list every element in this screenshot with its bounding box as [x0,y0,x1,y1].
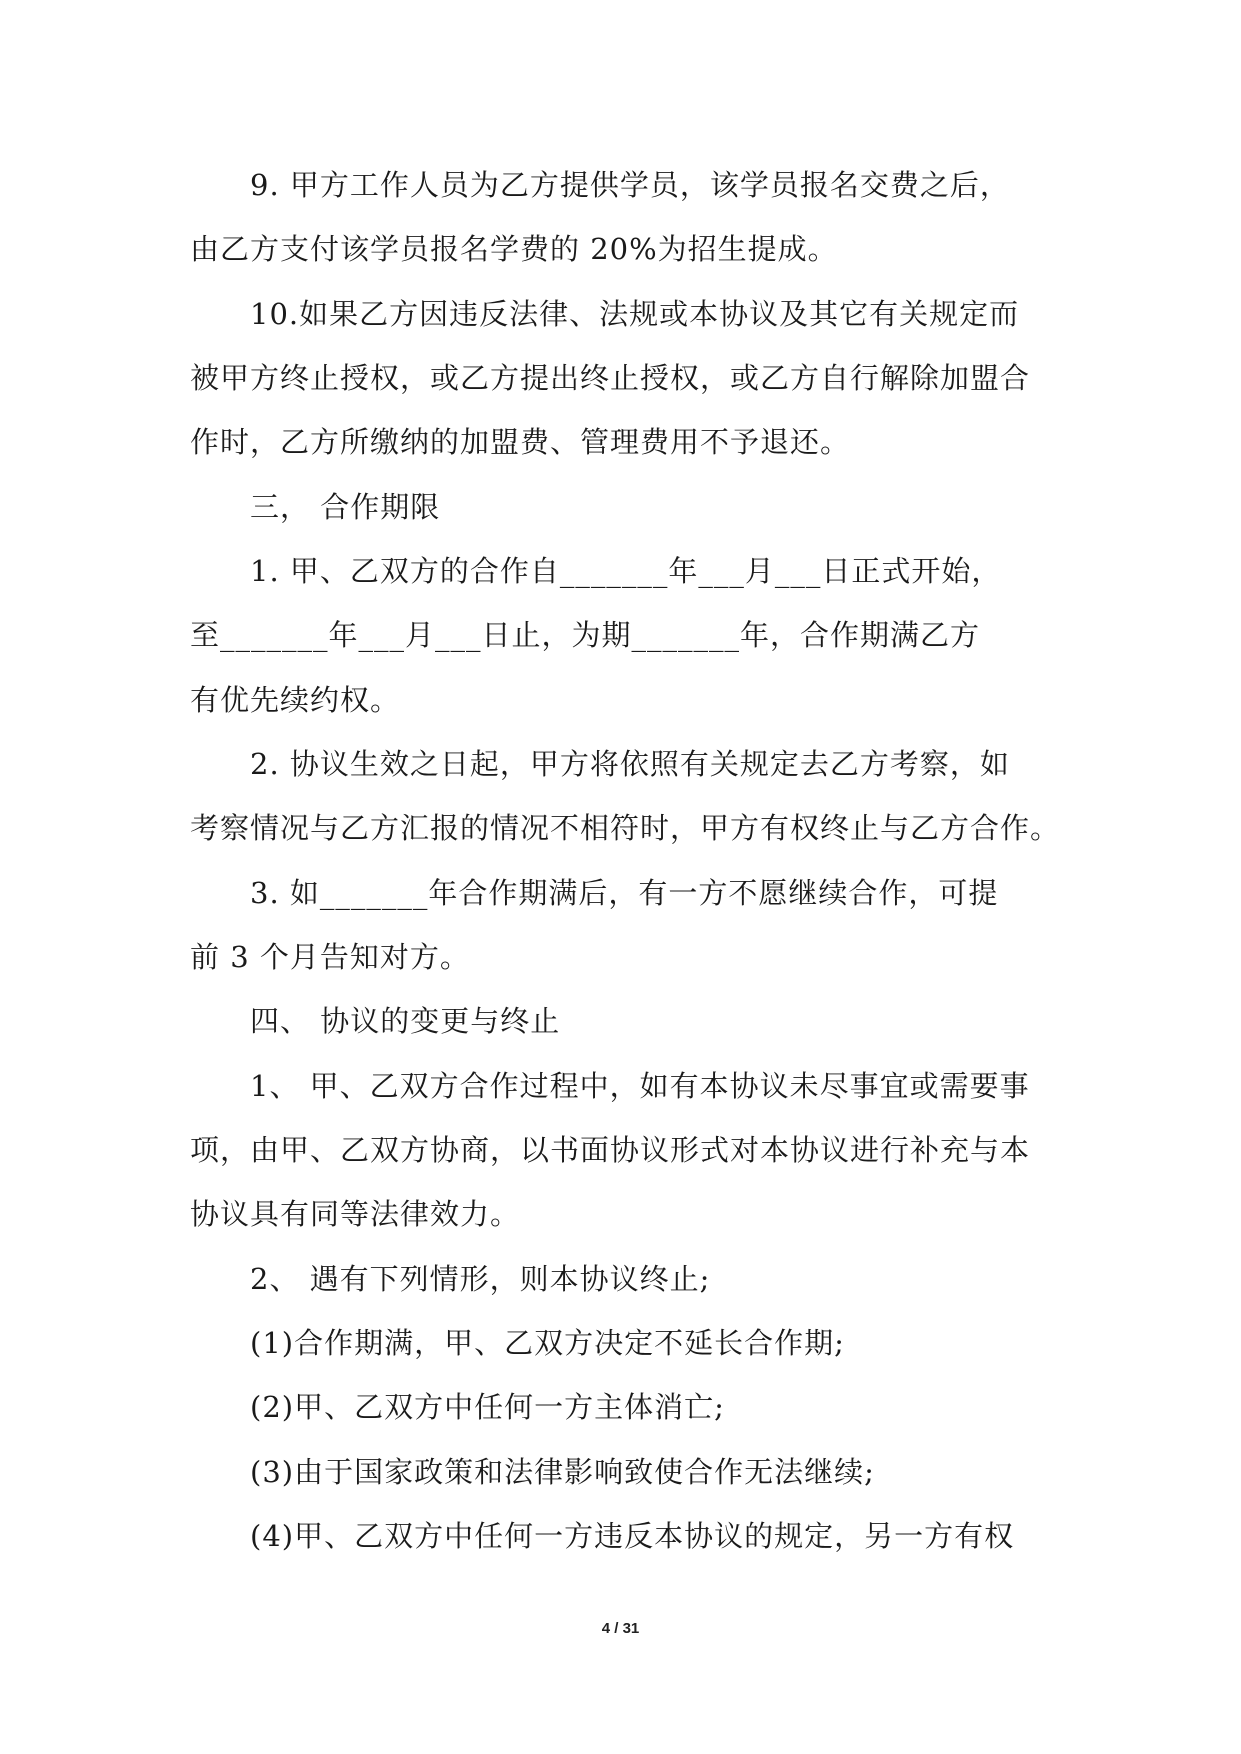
section-heading: 三， 合作期限 [250,490,441,524]
paragraph-line: 3. 如_______年合作期满后，有一方不愿继续合作，可提 [250,876,999,910]
paragraph-line: 前 3 个月告知对方。 [190,940,470,974]
paragraph-line: 作时，乙方所缴纳的加盟费、管理费用不予退还。 [190,425,851,459]
paragraph-line: 由乙方支付该学员报名学费的 20%为招生提成。 [190,232,838,266]
list-item: (4)甲、乙双方中任何一方违反本协议的规定，另一方有权 [250,1519,1015,1553]
page-number: 4 / 31 [601,1620,640,1637]
list-item: (1)合作期满，甲、乙双方决定不延长合作期; [250,1326,845,1360]
paragraph-line: 项，由甲、乙双方协商，以书面协议形式对本协议进行补充与本 [190,1133,1031,1167]
paragraph-line: 1. 甲、乙双方的合作自_______年___月___日正式开始， [250,554,1002,588]
paragraph-line: 2、 遇有下列情形，则本协议终止; [250,1262,711,1296]
paragraph-line: 9. 甲方工作人员为乙方提供学员，该学员报名交费之后， [250,168,1010,202]
paragraph-line: 考察情况与乙方汇报的情况不相符时，甲方有权终止与乙方合作。 [190,811,1061,845]
paragraph-line: 1、 甲、乙双方合作过程中，如有本协议未尽事宜或需要事 [250,1069,1030,1103]
paragraph-line: 协议具有同等法律效力。 [190,1197,521,1231]
list-item: (3)由于国家政策和法律影响致使合作无法继续; [250,1455,875,1489]
paragraph-line: 被甲方终止授权，或乙方提出终止授权，或乙方自行解除加盟合 [190,361,1031,395]
paragraph-line: 10.如果乙方因违反法律、法规或本协议及其它有关规定而 [250,297,1020,331]
paragraph-line: 至_______年___月___日止，为期_______年，合作期满乙方 [190,618,981,652]
section-heading: 四、 协议的变更与终止 [250,1004,561,1038]
paragraph-line: 2. 协议生效之日起，甲方将依照有关规定去乙方考察，如 [250,747,1010,781]
list-item: (2)甲、乙双方中任何一方主体消亡; [250,1390,725,1424]
paragraph-line: 有优先续约权。 [190,683,401,717]
